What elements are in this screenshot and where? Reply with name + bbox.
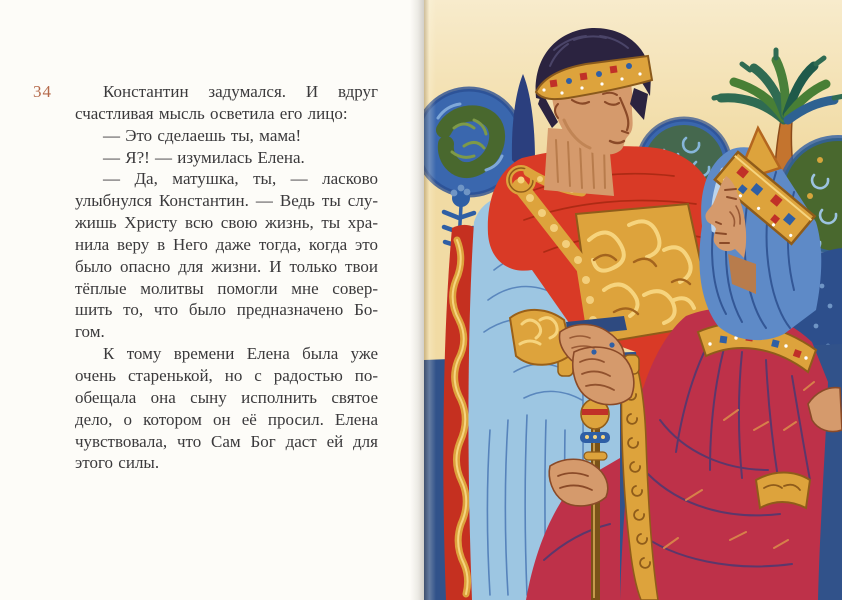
text-line: было опасно для жизни. И только твои	[75, 256, 378, 276]
text-line: — Это сделаешь ты, мама!	[103, 125, 302, 145]
text-line: чувствовала, что Сам Бог даст ей для	[75, 431, 378, 451]
story-text	[75, 81, 378, 474]
text-line: этого силы.	[75, 453, 160, 473]
right-page	[424, 0, 842, 600]
text-line: Константин задумался. И вдруг	[103, 82, 378, 101]
page-gutter-shadow	[410, 0, 424, 600]
text-line: улыбнулся Константин. — Ведь ты слу-	[75, 191, 378, 211]
text-line: обещала она сыну исполнить святое	[75, 387, 378, 407]
text-line: очень старенькой, но с радостью по-	[75, 365, 378, 385]
text-line: — Да, матушка, ты, — ласково	[103, 169, 378, 189]
text-line: гом.	[75, 322, 105, 342]
text-line: тёплые молитвы помогли мне совер-	[75, 278, 378, 298]
text-line: нила веру в Него даже тогда, когда это	[75, 234, 378, 254]
text-line: дело, о котором он её просил. Елена	[75, 409, 378, 429]
text-line: жишь Христу всю свою жизнь, ты хра-	[75, 213, 378, 233]
book-illustration	[424, 0, 842, 600]
helena-gold-cuff	[756, 473, 810, 509]
text-line: — Я?! — изумилась Елена.	[103, 147, 305, 167]
text-line: счастливая мысль осветила его лицо:	[75, 103, 348, 123]
text-line: шить то, что было предназначено Бо-	[75, 300, 378, 320]
text-line: К тому времени Елена была уже	[103, 344, 378, 364]
page-number: 34	[33, 82, 52, 101]
